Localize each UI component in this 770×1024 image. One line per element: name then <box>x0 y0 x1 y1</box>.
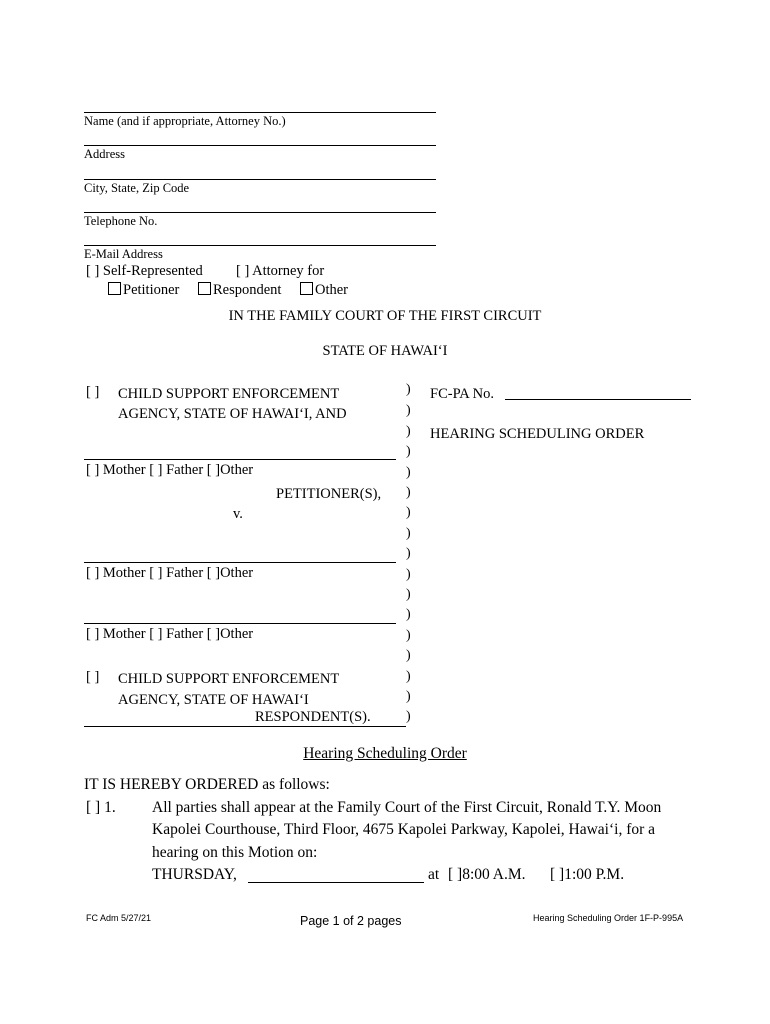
role-row-3[interactable]: [ ] Mother [ ] Father [ ]Other <box>86 626 254 642</box>
party-line-3[interactable] <box>84 623 396 624</box>
csea-top-checkbox[interactable]: [ ] <box>86 384 100 400</box>
day-label: THURSDAY, <box>152 866 237 883</box>
party-line-1[interactable] <box>84 459 396 460</box>
caption-paren: ) <box>406 465 411 480</box>
other-label: Other <box>315 282 349 298</box>
petitioner-checkbox[interactable] <box>108 282 121 295</box>
item1-line2: Kapolei Courthouse, Third Floor, 4675 Kapolei Parkway, Kapolei, Hawai‘i, for a <box>152 821 656 838</box>
other-option[interactable] <box>300 282 348 299</box>
caption-paren: ) <box>406 444 411 459</box>
court-name: IN THE FAMILY COURT OF THE FIRST CIRCUIT <box>228 308 542 324</box>
petitioner-option[interactable] <box>108 282 179 299</box>
name-line[interactable] <box>84 112 436 113</box>
name-label: Name (and if appropriate, Attorney No.) <box>84 114 286 128</box>
caption-paren: ) <box>406 546 411 561</box>
caption-paren: ) <box>406 607 411 622</box>
respondent-label: Respondent <box>213 282 282 298</box>
caption-paren: ) <box>406 485 411 500</box>
respondents-label: RESPONDENT(S). <box>255 709 371 725</box>
email-line[interactable] <box>84 245 436 246</box>
city-line[interactable] <box>84 179 436 180</box>
case-number-field[interactable] <box>505 399 691 400</box>
attorney-for-checkbox[interactable]: [ ] Attorney for <box>236 263 325 279</box>
petitioner-label: Petitioner <box>123 282 180 298</box>
csea-bottom-checkbox[interactable]: [ ] <box>86 669 100 685</box>
phone-label: Telephone No. <box>84 214 158 228</box>
caption-paren: ) <box>406 526 411 541</box>
csea-bottom-line2: AGENCY, STATE OF HAWAI‘I <box>118 692 309 708</box>
time-8am-checkbox[interactable]: [ ]8:00 A.M. <box>448 866 526 883</box>
caption-paren: ) <box>406 567 411 582</box>
caption-paren: ) <box>406 587 411 602</box>
respondent-option[interactable] <box>198 282 281 299</box>
caption-paren: ) <box>406 648 411 663</box>
phone-line[interactable] <box>84 212 436 213</box>
footer-page: Page 1 of 2 pages <box>300 914 402 928</box>
caption-paren: ) <box>406 424 411 439</box>
city-label: City, State, Zip Code <box>84 181 190 195</box>
hearing-date-field[interactable] <box>248 882 424 883</box>
caption-paren: ) <box>406 505 411 520</box>
order-heading: Hearing Scheduling Order <box>303 745 467 762</box>
item1-line1: All parties shall appear at the Family Court of the First Circuit, Ronald T.Y. Moon <box>152 799 662 816</box>
role-row-2[interactable]: [ ] Mother [ ] Father [ ]Other <box>86 565 254 581</box>
caption-paren: ) <box>406 403 411 418</box>
caption-paren: ) <box>406 382 411 397</box>
address-line[interactable] <box>84 145 436 146</box>
time-1pm-checkbox[interactable]: [ ]1:00 P.M. <box>550 866 625 883</box>
item1-checkbox[interactable]: [ ] 1. <box>86 799 116 816</box>
other-checkbox[interactable] <box>300 282 313 295</box>
court-state: STATE OF HAWAI‘I <box>322 343 448 359</box>
petitioners-label: PETITIONER(S), <box>276 486 382 502</box>
csea-bottom-line1: CHILD SUPPORT ENFORCEMENT <box>118 671 340 687</box>
csea-top-line2: AGENCY, STATE OF HAWAI‘I, AND <box>118 406 347 422</box>
party-line-2[interactable] <box>84 562 396 563</box>
footer-left: FC Adm 5/27/21 <box>86 913 152 923</box>
ordered-text: IT IS HEREBY ORDERED as follows: <box>84 776 330 793</box>
email-label: E-Mail Address <box>84 247 163 261</box>
caption-paren: ) <box>406 669 411 684</box>
footer-right: Hearing Scheduling Order 1F-P-995A <box>533 913 684 923</box>
document-title: HEARING SCHEDULING ORDER <box>430 426 645 442</box>
self-represented-checkbox[interactable]: [ ] Self-Represented <box>86 263 203 279</box>
at-label: at <box>428 866 440 883</box>
versus-label: v. <box>233 506 243 522</box>
caption-paren: ) <box>406 709 411 724</box>
csea-top-line1: CHILD SUPPORT ENFORCEMENT <box>118 386 340 402</box>
role-row-1[interactable]: [ ] Mother [ ] Father [ ]Other <box>86 462 254 478</box>
case-number-label: FC-PA No. <box>430 386 494 402</box>
address-label: Address <box>84 147 125 161</box>
caption-bottom-rule <box>84 726 406 727</box>
caption-paren: ) <box>406 689 411 704</box>
respondent-checkbox[interactable] <box>198 282 211 295</box>
caption-paren: ) <box>406 628 411 643</box>
item1-line3: hearing on this Motion on: <box>152 844 318 861</box>
